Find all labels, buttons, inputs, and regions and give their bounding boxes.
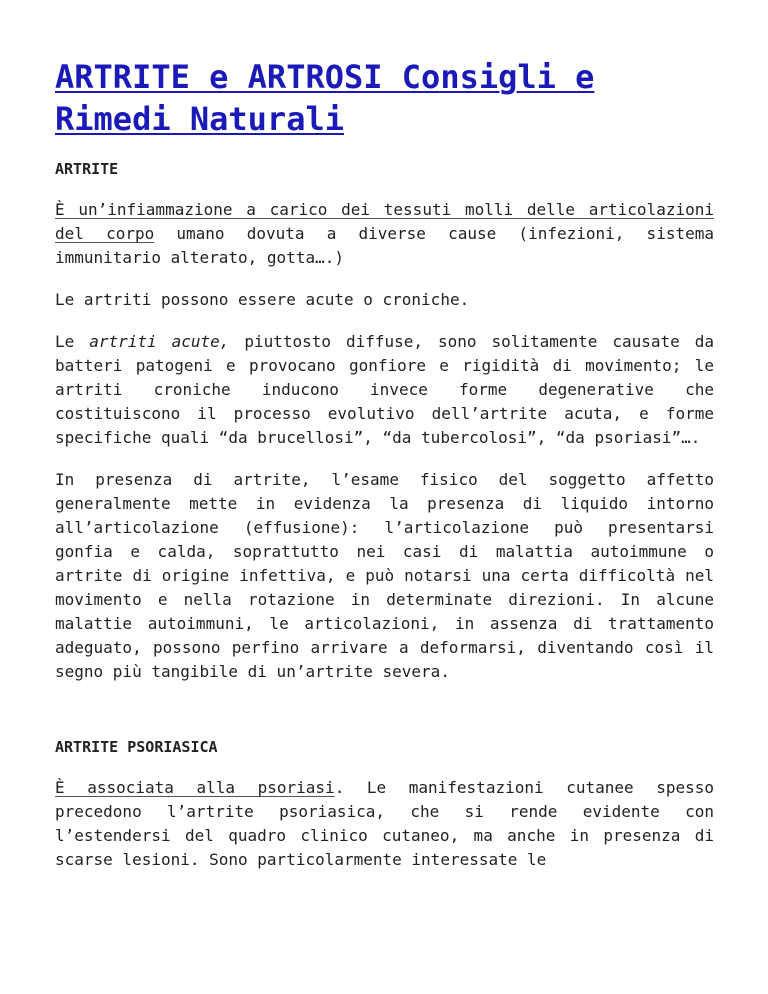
definition-text: umano dovuta a diverse cause (infezioni, sistema immunitario alterato, gotta….)	[55, 224, 714, 267]
psoriasi-link[interactable]: È associata alla psoriasi	[55, 778, 335, 797]
paragraph-exam: In presenza di artrite, l’esame fisico del soggetto affetto generalmente mette in evidenza la presenza di liquido intorno all’articolazione (effusione): l’articolazione può presentarsi gonfia e calda, soprattutto nei casi di malattia autoimmune o artrite di origine infettiva, e può notarsi una certa difficoltà nel movimento e nella rotazione in determinate direzioni. In alcune malattie autoimmuni, le articolazioni, in assenza di trattamento adeguato, possono perfino arrivare a deformarsi, diventando così il segno più tangibile di un’artrite severa.	[55, 470, 714, 681]
section-heading-artrite-psoriasica: ARTRITE PSORIASICA	[55, 738, 218, 756]
article-title[interactable]	[55, 56, 714, 140]
paragraph-definition	[55, 198, 714, 270]
paragraph-types: Le artriti possono essere acute o croniche.	[55, 290, 470, 309]
article-title-link[interactable]: ARTRITE e ARTROSI Consigli e Rimedi Naturali	[55, 58, 595, 138]
section-heading-artrite: ARTRITE	[55, 160, 119, 178]
acute-intro: Le	[55, 332, 90, 351]
acute-emphasis: artriti acute,	[89, 332, 230, 351]
psoriasica-text: . Le manifestazioni cutanee spesso precedono l’artrite psoriasica, che si rende evidente con l’estendersi del quadro clinico cutaneo, ma anche in presenza di scarse lesioni. Sono particolarmente interessate le	[55, 778, 715, 869]
paragraph-psoriasica	[55, 776, 714, 872]
definition-link[interactable]: È un’infiammazione a carico dei tessuti molli delle articolazioni del corpo	[55, 200, 714, 243]
acute-text: piuttosto diffuse, sono solitamente causate da batteri patogeni e provocano gonfiore e rigidità di movimento; le artriti croniche inducono invece forme degenerative che costituiscono il processo evolutivo dell’artrite acuta, e forme specifiche quali “da brucellosi”, “da tubercolosi”, “da psoriasi”….	[55, 332, 714, 447]
article	[55, 56, 714, 872]
paragraph-acute-chronic	[55, 330, 714, 450]
